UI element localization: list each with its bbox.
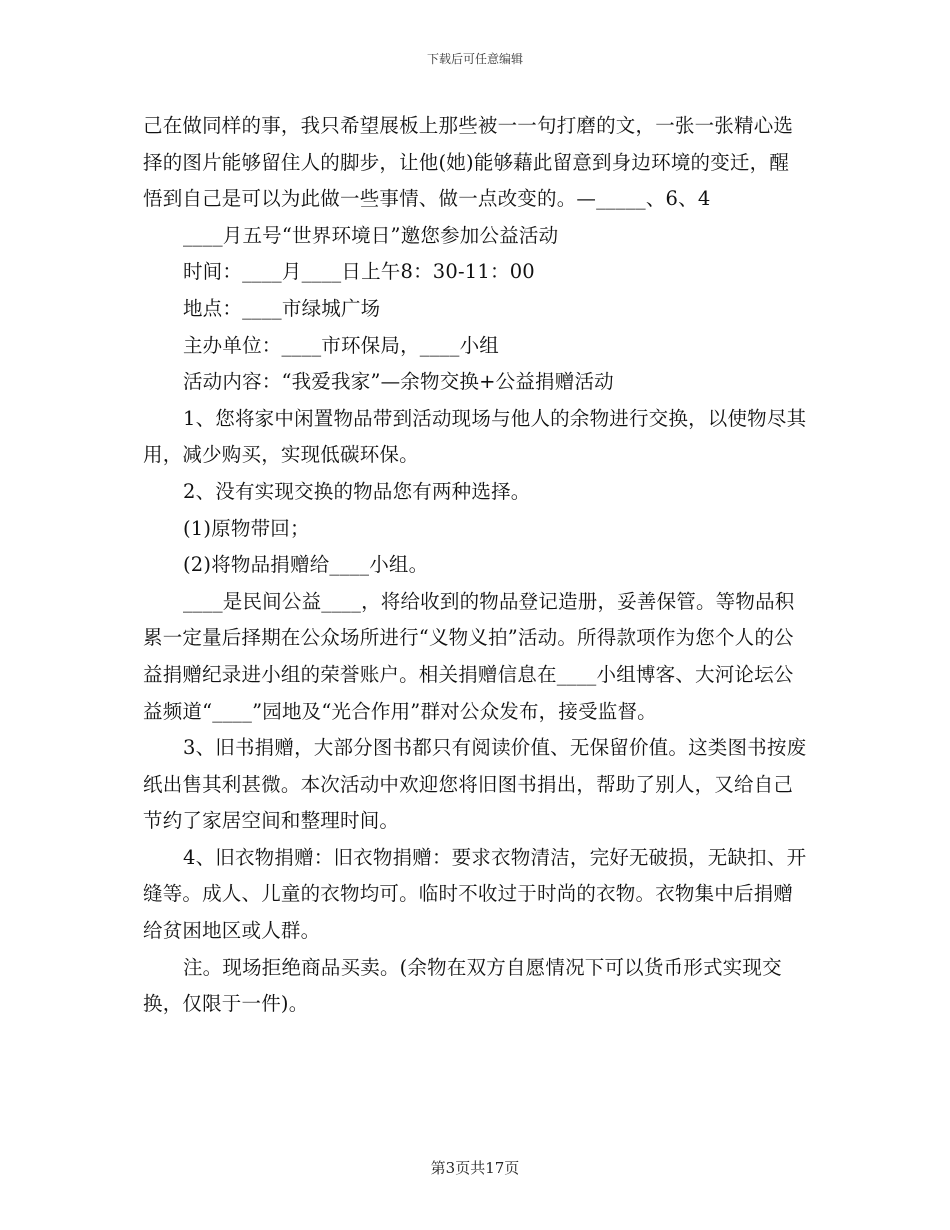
paragraph-location: 地点：____市绿城广场 (182, 296, 381, 320)
paragraph-event-title: ____月五号“世界环境日”邀您参加公益活动 (182, 223, 559, 247)
paragraph-item-3: 3、旧书捐赠，大部分图书都只有阅读价值、无保留价值。这类图书按废纸出售其利甚微。本次活动中欢迎您将旧图书捐出，帮助了别人，又给自己节约了家居空间和整理时间。 (143, 736, 807, 833)
paragraph-option-2: (2)将物品捐赠给____小组。 (182, 553, 429, 577)
paragraph-organizer: 主办单位：____市环保局，____小组 (182, 333, 499, 357)
paragraph-donation-info: ____是民间公益____，将给收到的物品登记造册，妥善保管。等物品积累一定量后择期在公众场所进行“义物义拍”活动。所得款项作为您个人的公益捐赠纪录进小组的荣誉账户。相关捐赠信息在____小组博客、大河论坛公益频道“____”园地及“光合作用”群对公众发布，接受监督。 (143, 589, 795, 723)
paragraph-activity-content: 活动内容：“我爱我家”—余物交换+公益捐赠活动 (182, 370, 614, 394)
paragraph-item-1: 1、您将家中闲置物品带到活动现场与他人的余物进行交换，以使物尽其用，减少购买，实现低碳环保。 (143, 406, 807, 467)
page-header: 下载后可任意编辑 (426, 52, 523, 66)
paragraph-note: 注。现场拒绝商品买卖。(余物在双方自愿情况下可以货币形式实现交换，仅限于一件)。 (143, 955, 782, 1016)
paragraph-item-4: 4、旧衣物捐赠：旧衣物捐赠：要求衣物清洁，完好无破损，无缺扣、开缝等。成人、儿童的衣物均可。临时不收过于时尚的衣物。衣物集中后捐赠给贫困地区或人群。 (143, 845, 807, 943)
paragraph-item-2: 2、没有实现交换的物品您有两种选择。 (182, 479, 531, 503)
document-body (143, 108, 808, 1023)
paragraph-time: 时间：____月____日上午8：30-11：00 (182, 260, 535, 284)
page-number: 第3页共17页 (430, 1159, 520, 1177)
paragraph-continuation: 己在做同样的事，我只希望展板上那些被一一句打磨的文，一张一张精心选择的图片能够留住人的脚步，让他(她)能够藉此留意到身边环境的变迁，醒悟到自己是可以为此做一些事情、做一点改变的。—_____、6、4 (143, 114, 794, 211)
paragraph-option-1: (1)原物带回； (182, 516, 310, 540)
